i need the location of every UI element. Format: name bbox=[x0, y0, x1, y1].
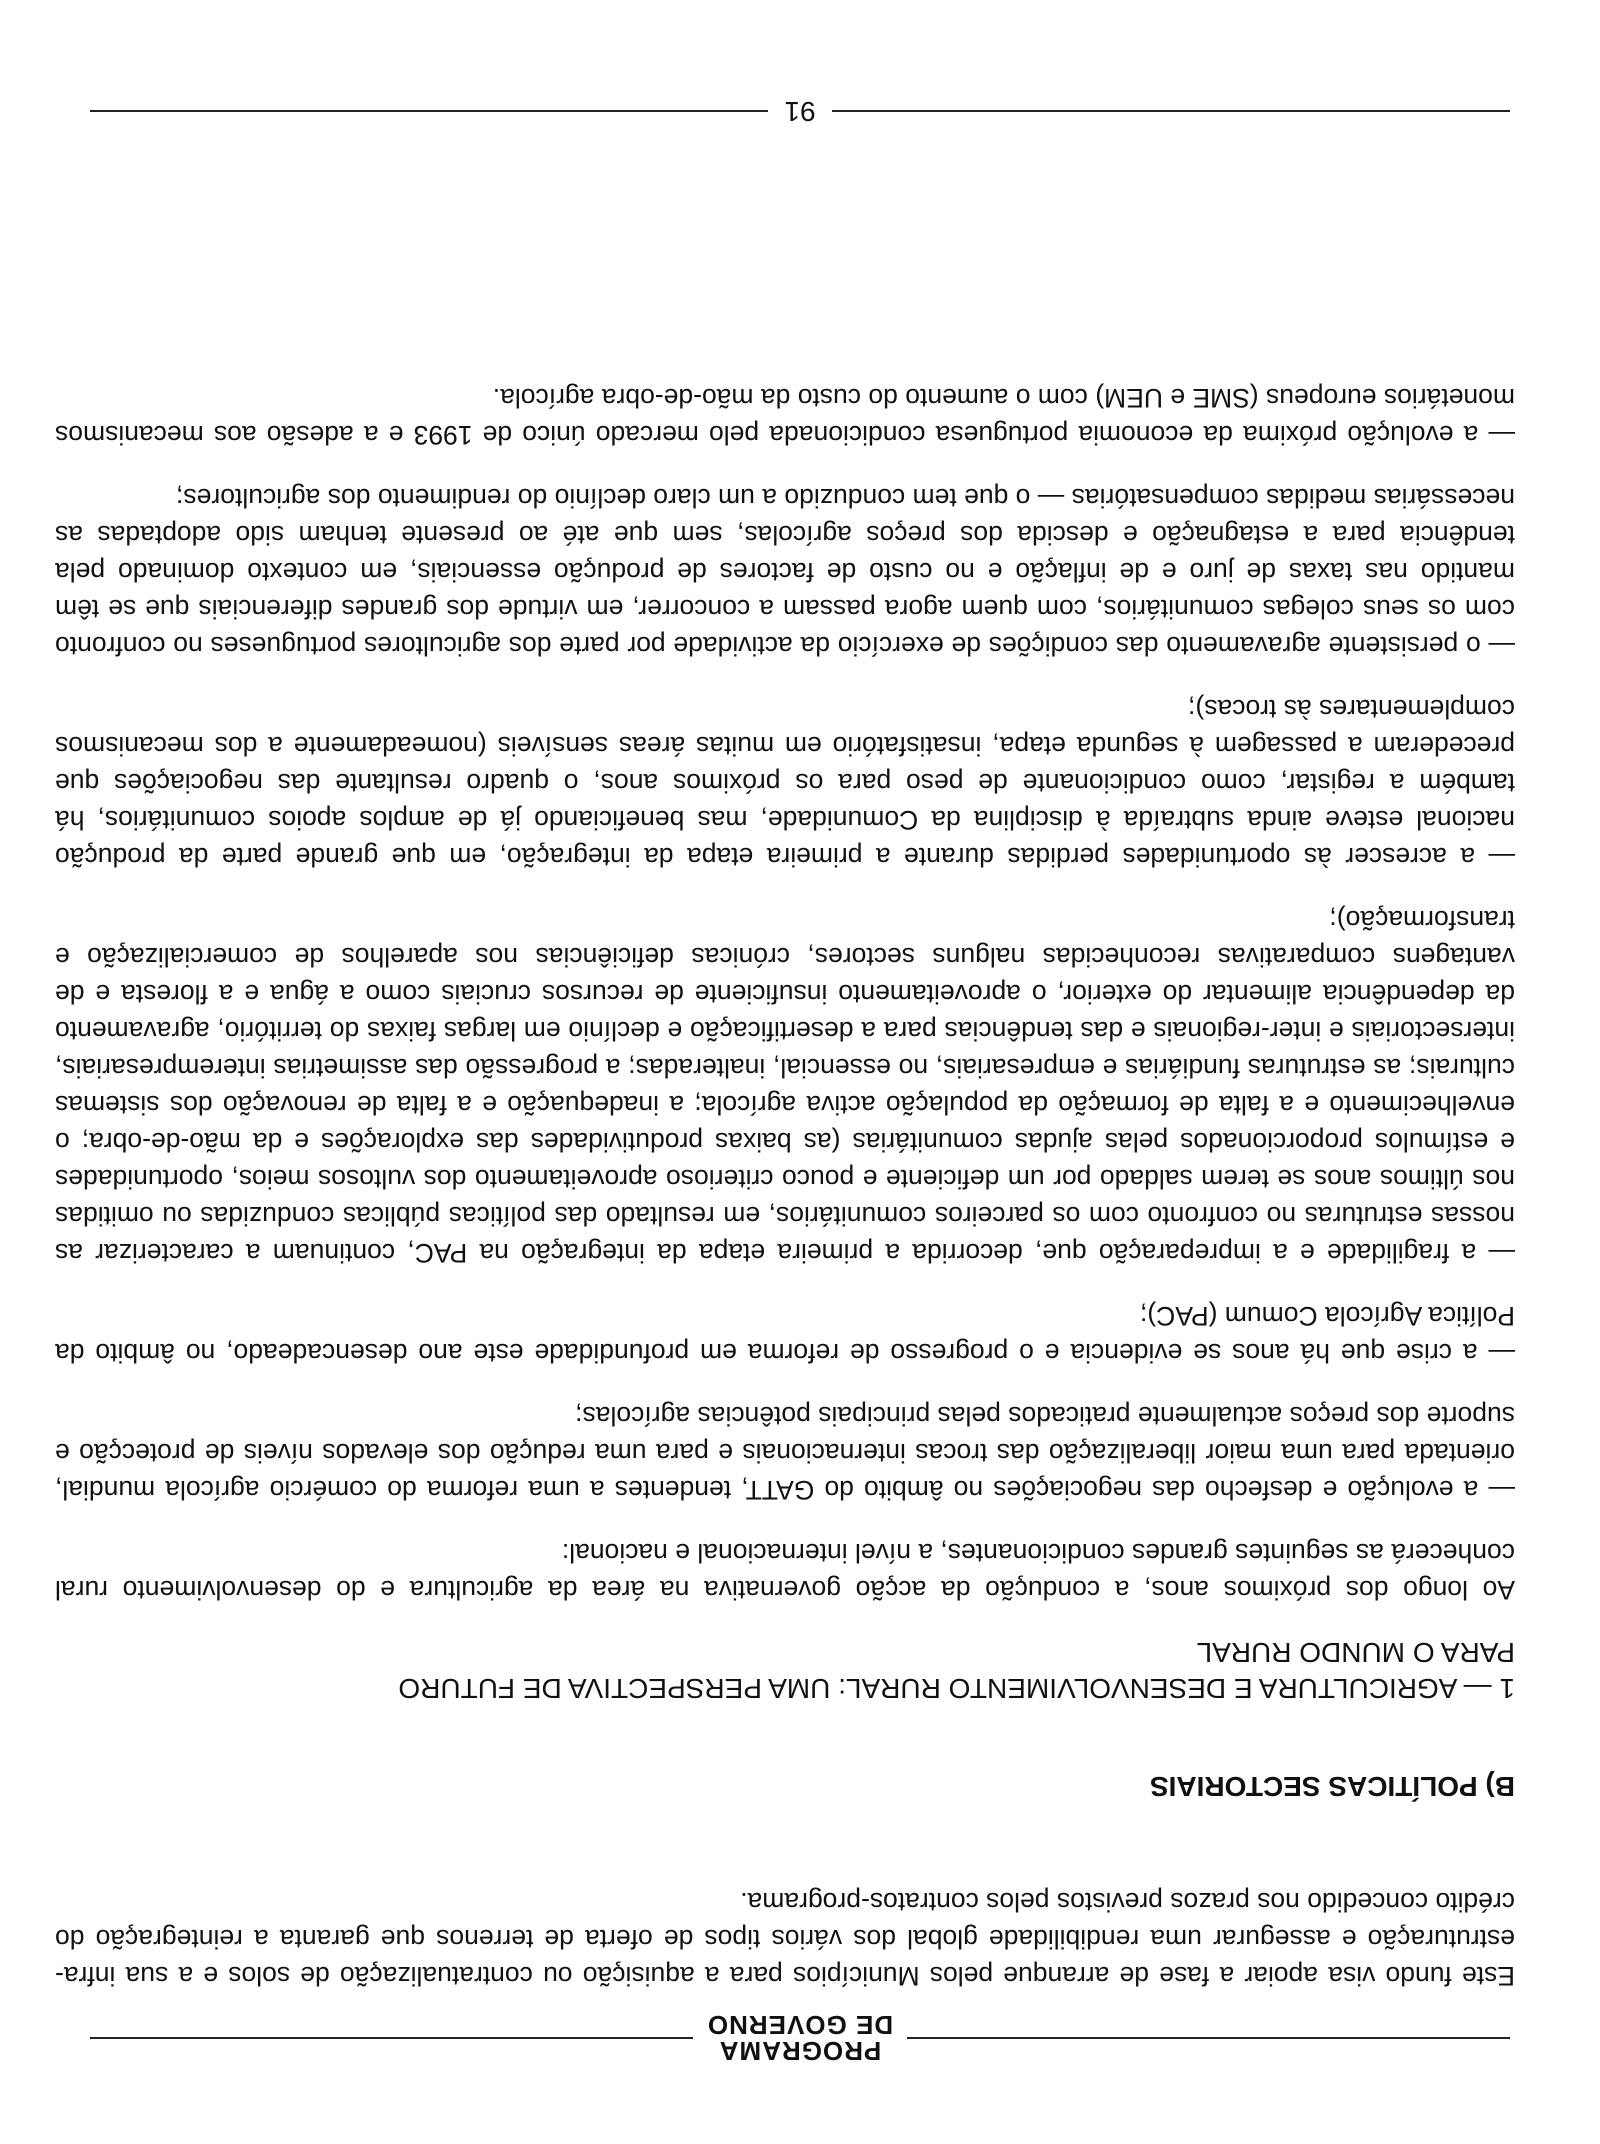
bullet-farmer-conditions: — o persistente agravamento das condições de exercício da actividade por parte dos agricultores portugueses no confronto com os seus colegas comunitários, com quem agora passam a concorrer, em virtude dos grandes diferenciais que se têm mantido nas taxas de juro e de inflação e no custo de factores de produção essenciais, em contexto dominado pela tendência para a estagnação e descida dos preços agrícolas, sem que até ao presente tenham sido adoptadas as necessárias medidas compensatórias — o que tem conduzido a um claro declínio do rendimento dos agricultores; bbox=[55, 483, 1515, 661]
bullet-lost-opportunities: — a acrescer às oportunidades perdidas durante a primeira etapa da integração, em que grande parte da produção nacional esteve ainda subtraída à disciplina da Comunidade, mas beneficiando já de amplos apoios comunitários, há também a registar, como condicionante de peso para os próximos anos, o quadro resultante das negociações que precederam a passagem à segunda etapa, insatisfatório em muitas áreas sensíveis (nomeadamente a dos mecanismos complementares às trocas); bbox=[55, 694, 1515, 872]
bullet-single-market: — a evolução próxima da economia portuguesa condicionada pelo mercado único de 1993 e a adesão aos mecanismos monetários europeus (SME e UEM) com o aumento do custo da mão-de-obra agrícola. bbox=[55, 383, 1515, 450]
program-title bbox=[707, 2012, 893, 2064]
footer-rule-left bbox=[832, 110, 1510, 112]
chapter-title-line-1: 1 — AGRICULTURA E DESENVOLVIMENTO RURAL: UMA PERSPECTIVA DE FUTURO bbox=[398, 1673, 1515, 1704]
page-footer bbox=[90, 95, 1510, 127]
footer-rule-right bbox=[90, 110, 768, 112]
program-title-line-1: PROGRAMA bbox=[718, 2036, 882, 2066]
header-rule-left bbox=[907, 2037, 1510, 2039]
bullet-pac-crisis: — a crise que há anos se evidencia e o progresso de reforma em profundidade este ano desencadeado, no âmbito da Política Agrícola Comum (PAC); bbox=[55, 1301, 1515, 1368]
page-content bbox=[55, 379, 1515, 1994]
section-title: B) POLÍTICAS SECTORIAIS bbox=[1149, 1771, 1515, 1802]
bullet-structural-fragility: — a fragilidade e a impreparação que, decorrida a primeira etapa da integração na PAC, continuam a caracterizar as nossas estruturas no confronto com os parceiros comunitários, em resultado das políticas públicas conduzidas ou omitidas nos últimos anos se terem saldado por um deficiente e pouco criterioso aproveitamento dos vultosos meios, oportunidades e estímulos proporcionados pelas ajudas comunitárias (as baixas produtividades das explorações e da mão-de-obra; o envelhecimento e a falta de formação da população activa agrícola; a inadequação e a falta de renovação dos sistemas culturais; as estruturas fundiárias e empresariais, no essencial, inalteradas; a progressão das assimetrias interempresariais, intersectoriais e inter-regionais e das tendências para a desertificação e declínio em largas faixas do território, agravamento da dependência alimentar do exterior, o aproveitamento insuficiente de recursos cruciais como a água e a floresta e de vantagens comparativas reconhecidas nalguns sectores, crónicas deficiências nos aparelhos de comercialização e transformação); bbox=[55, 905, 1515, 1268]
page-number: 91 bbox=[784, 96, 816, 127]
page-header bbox=[90, 2012, 1510, 2064]
lead-paragraph: Ao longo dos próximos anos, a condução da acção governativa na área da agricultura e do desenvolvimento rural conhecerá as seguintes grandes condicionantes, a nível internacional e nacional: bbox=[55, 1538, 1515, 1605]
header-rule-right bbox=[90, 2037, 693, 2039]
bullet-gatt: — a evolução e desfecho das negociações no âmbito do GATT, tendentes a uma reforma do comércio agrícola mundial, orientada para uma maior liberalização das trocas internacionais e para uma redução dos elevados níveis de protecção e suporte dos preços actualmente praticados pelas principais potências agrícolas; bbox=[55, 1401, 1515, 1505]
intro-paragraph: Este fundo visa apoiar a fase de arranque pelos Municípios para a aquisição ou contratualização de solos e a sua infra-estruturação e assegurar uma rendibilidade global dos vários tipos de oferta de terrenos que garanta a reintegração do crédito concedido nos prazos previstos pelos contratos-programa. bbox=[55, 1887, 1515, 1991]
chapter-title bbox=[55, 1634, 1515, 1706]
chapter-title-line-2: PARA O MUNDO RURAL bbox=[1196, 1637, 1515, 1668]
program-title-line-2: DE GOVERNO bbox=[706, 2010, 894, 2040]
